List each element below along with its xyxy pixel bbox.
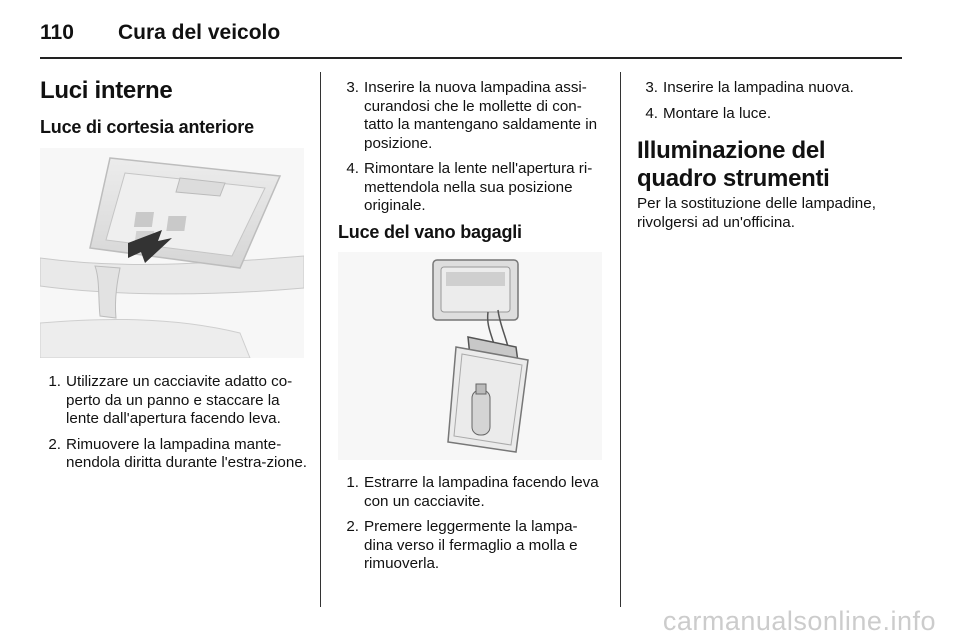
front-courtesy-light-illustration bbox=[40, 148, 304, 358]
subsection-title-luggage-light: Luce del vano bagagli bbox=[338, 222, 522, 242]
column-divider-2 bbox=[620, 72, 621, 607]
step-text: Inserire la lampadina nuova. bbox=[663, 79, 854, 96]
subsection-title-courtesy-light: Luce di cortesia anteriore bbox=[40, 117, 254, 137]
section-title-interior-lights: Luci interne bbox=[40, 77, 173, 104]
step-number: 2. bbox=[48, 435, 61, 453]
step-list-courtesy-light-continued bbox=[338, 79, 606, 223]
list-item bbox=[338, 518, 606, 574]
step-number: 4. bbox=[346, 160, 359, 177]
list-item bbox=[40, 373, 308, 429]
step-number: 3. bbox=[346, 79, 359, 96]
step-number: 2. bbox=[346, 518, 359, 535]
list-item bbox=[338, 474, 606, 511]
list-item bbox=[637, 79, 902, 98]
step-text: Inserire la nuova lampadina assi-curandosi che le mollette di con-tatto la mantengano saldamente in posizione. bbox=[364, 79, 598, 152]
courtesy-light-drawing bbox=[40, 148, 304, 358]
section-title-instrument-lighting: Illuminazione del quadro strumenti bbox=[637, 137, 830, 192]
step-list-courtesy-light bbox=[40, 373, 308, 480]
step-number: 1. bbox=[346, 474, 359, 491]
step-list-luggage-light-continued bbox=[637, 79, 902, 130]
luggage-light-drawing bbox=[338, 252, 602, 460]
list-item bbox=[338, 79, 606, 153]
header-rule bbox=[40, 57, 902, 59]
step-number: 1. bbox=[48, 373, 61, 390]
step-text: Estrarre la lampadina facendo leva con un cacciavite. bbox=[364, 474, 599, 510]
step-text: Utilizzare un cacciavite adatto co-perto da un panno e staccare la lente dall'apertura facendo leva. bbox=[66, 373, 293, 427]
step-text: Montare la luce. bbox=[663, 104, 772, 122]
step-text: Rimontare la lente nell'apertura ri-mettendola nella sua posizione originale. bbox=[364, 160, 593, 214]
step-number: 4. bbox=[645, 104, 658, 122]
step-list-luggage-light bbox=[338, 474, 606, 581]
page-number: 110 bbox=[40, 21, 74, 44]
chapter-title: Cura del veicolo bbox=[118, 21, 281, 44]
step-text: Premere leggermente la lampa-dina verso il fermaglio a molla e rimuoverla. bbox=[364, 518, 578, 572]
list-item bbox=[338, 160, 606, 216]
column-divider-1 bbox=[320, 72, 321, 607]
watermark: carmanualsonline.info bbox=[662, 606, 936, 636]
luggage-compartment-light-illustration bbox=[338, 252, 602, 460]
list-item bbox=[40, 436, 308, 473]
step-text: Rimuovere la lampadina mante-nendola diritta durante l'estra-zione. bbox=[66, 435, 307, 471]
instrument-lighting-paragraph: Per la sostituzione delle lampadine, rivolgersi ad un'officina. bbox=[637, 195, 876, 231]
list-item bbox=[637, 105, 902, 124]
step-number: 3. bbox=[645, 79, 658, 96]
